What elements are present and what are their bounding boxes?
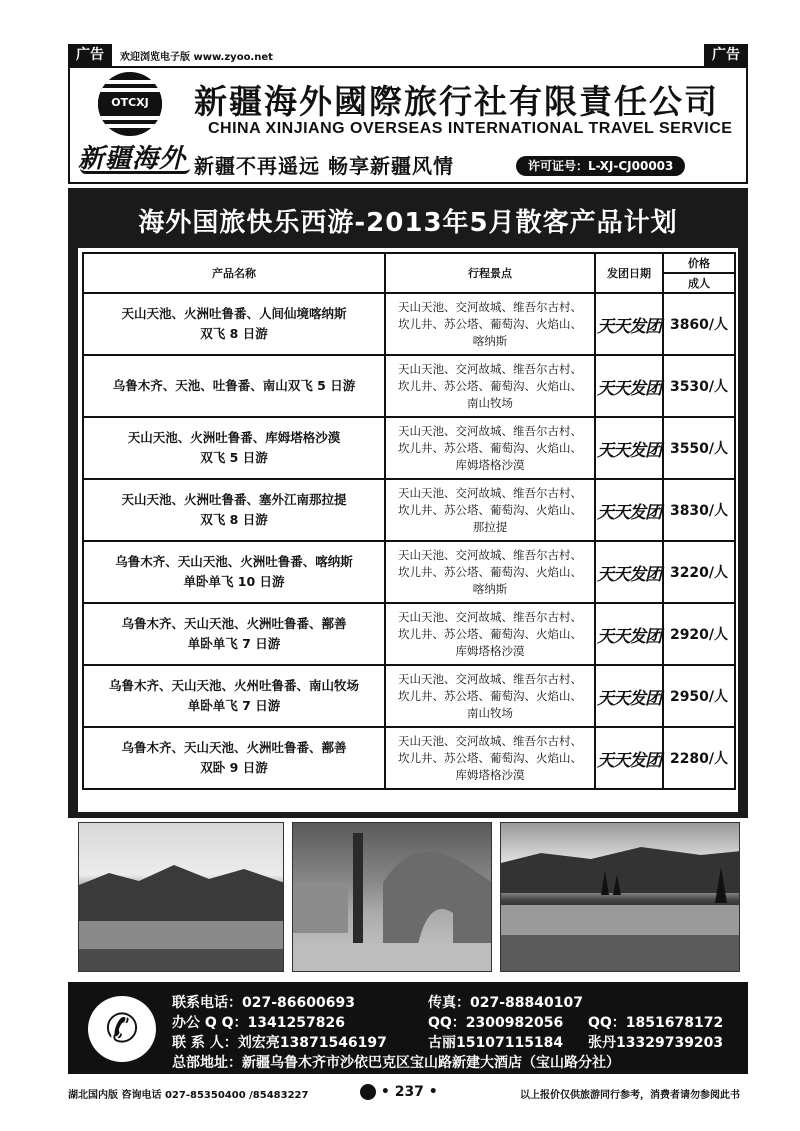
ad-tag-left: 广告: [68, 44, 112, 66]
itinerary-line: 南山牧场: [467, 705, 513, 720]
photo-stone-arch: [292, 822, 492, 972]
itinerary-line: 喀纳斯: [472, 581, 508, 596]
departure-date: 天天发团: [595, 479, 663, 541]
itinerary-sights: [385, 665, 595, 727]
departure-date: 天天发团: [595, 727, 663, 789]
photo-lake-trees: [500, 822, 740, 972]
product-name-line: 乌鲁木齐、天山天池、火洲吐鲁番、喀纳斯: [115, 554, 353, 569]
contact-qq-3: QQ：1851678172: [588, 1015, 724, 1031]
itinerary-line: 天山天池、交河故城、维吾尔古村、: [398, 547, 582, 562]
adult-price: 2920/人: [663, 603, 735, 665]
adult-price: 3220/人: [663, 541, 735, 603]
itinerary-line: 坎儿井、苏公塔、葡萄沟、火焰山、: [398, 316, 582, 331]
product-name-line: 乌鲁木齐、天池、吐鲁番、南山双飞 5 日游: [112, 378, 356, 393]
contact-fax: 传真：027-88840107: [428, 995, 583, 1011]
product-name: [83, 355, 385, 417]
product-name-line: 天山天池、火洲吐鲁番、库姆塔格沙漠: [127, 430, 341, 445]
license-badge: 许可证号：L-XJ-CJ00003: [516, 156, 685, 176]
product-name-line: 双卧 9 日游: [200, 760, 268, 775]
table-row: [83, 665, 735, 727]
table-row: [83, 293, 735, 355]
product-name-line: 单卧单飞 10 日游: [183, 574, 285, 589]
departure-date: 天天发团: [595, 293, 663, 355]
itinerary-line: 坎儿井、苏公塔、葡萄沟、火焰山、: [398, 378, 582, 393]
product-name-line: 天山天池、火洲吐鲁番、人间仙境喀纳斯: [121, 306, 347, 321]
itinerary-line: 坎儿井、苏公塔、葡萄沟、火焰山、: [398, 750, 582, 765]
footer-left: 湖北国内版 咨询电话 027-85350400 /85483227: [68, 1090, 309, 1101]
adult-price: 2280/人: [663, 727, 735, 789]
footer-page: [360, 1084, 438, 1100]
welcome-text: 欢迎浏览电子版 www.zyoo.net: [120, 52, 273, 63]
itinerary-sights: [385, 417, 595, 479]
product-name-line: 乌鲁木齐、天山天池、火洲吐鲁番、鄯善: [121, 616, 347, 631]
itinerary-line: 天山天池、交河故城、维吾尔古村、: [398, 299, 582, 314]
itinerary-line: 天山天池、交河故城、维吾尔古村、: [398, 733, 582, 748]
itinerary-line: 坎儿井、苏公塔、葡萄沟、火焰山、: [398, 626, 582, 641]
itinerary-line: 坎儿井、苏公塔、葡萄沟、火焰山、: [398, 440, 582, 455]
product-table-wrap: [78, 248, 738, 812]
itinerary-line: 天山天池、交河故城、维吾尔古村、: [398, 361, 582, 376]
product-name: [83, 727, 385, 789]
photo-mountain-lake: [78, 822, 284, 972]
itinerary-sights: [385, 479, 595, 541]
panel-title: 海外国旅快乐西游-2013年5月散客产品计划: [138, 208, 678, 238]
product-name: [83, 665, 385, 727]
photo-strip: [78, 822, 740, 972]
page-number: • 237 •: [380, 1084, 438, 1100]
header-name: 产品名称: [83, 253, 385, 293]
company-name-cn: 新疆海外國際旅行社有限責任公司: [194, 82, 719, 121]
table-row: [83, 541, 735, 603]
product-table: [82, 252, 736, 790]
contact-phone: 联系电话：027-86600693: [172, 995, 355, 1011]
logo-script: 新疆海外: [78, 144, 187, 174]
product-name-line: 双飞 8 日游: [200, 512, 268, 527]
itinerary-line: 天山天池、交河故城、维吾尔古村、: [398, 609, 582, 624]
ad-tag-right: 广告: [704, 44, 748, 66]
departure-date: 天天发团: [595, 603, 663, 665]
page-badge-icon: [360, 1084, 376, 1100]
itinerary-line: 库姆塔格沙漠: [455, 457, 525, 472]
itinerary-line: 天山天池、交河故城、维吾尔古村、: [398, 671, 582, 686]
product-name-line: 双飞 8 日游: [200, 326, 268, 341]
product-name-line: 单卧单飞 7 日游: [187, 636, 281, 651]
product-name: [83, 293, 385, 355]
product-name-line: 乌鲁木齐、天山天池、火州吐鲁番、南山牧场: [108, 678, 359, 693]
adult-price: 3530/人: [663, 355, 735, 417]
product-name-line: 天山天池、火洲吐鲁番、塞外江南那拉提: [121, 492, 347, 507]
slogan: 新疆不再遥远 畅享新疆风情: [194, 154, 454, 178]
contact-person-1: 联 系 人：刘宏亮13871546197: [172, 1035, 387, 1051]
itinerary-line: 那拉提: [472, 519, 508, 534]
table-row: [83, 417, 735, 479]
itinerary-line: 坎儿井、苏公塔、葡萄沟、火焰山、: [398, 502, 582, 517]
adult-price: 3830/人: [663, 479, 735, 541]
product-name-line: 乌鲁木齐、天山天池、火洲吐鲁番、鄯善: [121, 740, 347, 755]
adult-price: 2950/人: [663, 665, 735, 727]
header-departure: 发团日期: [595, 253, 663, 293]
contact-qq-1: 办公 Q Q：1341257826: [172, 1015, 345, 1031]
itinerary-sights: [385, 603, 595, 665]
product-panel: [68, 188, 748, 818]
itinerary-sights: [385, 355, 595, 417]
itinerary-line: 坎儿井、苏公塔、葡萄沟、火焰山、: [398, 564, 582, 579]
header-price: 价格: [663, 253, 735, 273]
adult-price: 3550/人: [663, 417, 735, 479]
departure-date: 天天发团: [595, 541, 663, 603]
itinerary-line: 库姆塔格沙漠: [455, 767, 525, 782]
product-name: [83, 479, 385, 541]
itinerary-line: 坎儿井、苏公塔、葡萄沟、火焰山、: [398, 688, 582, 703]
product-name: [83, 417, 385, 479]
header-sights: 行程景点: [385, 253, 595, 293]
company-header: [68, 66, 748, 184]
itinerary-line: 南山牧场: [467, 395, 513, 410]
itinerary-line: 喀纳斯: [472, 333, 508, 348]
departure-date: 天天发团: [595, 665, 663, 727]
itinerary-line: 库姆塔格沙漠: [455, 643, 525, 658]
departure-date: 天天发团: [595, 355, 663, 417]
header-adult: 成人: [663, 273, 735, 293]
itinerary-sights: [385, 727, 595, 789]
contact-person-3: 张丹13329739203: [588, 1035, 724, 1051]
itinerary-line: 天山天池、交河故城、维吾尔古村、: [398, 423, 582, 438]
logo-swoosh: [80, 168, 190, 174]
contact-person-2: 古丽15107115184: [428, 1035, 564, 1051]
itinerary-line: 天山天池、交河故城、维吾尔古村、: [398, 485, 582, 500]
table-row: [83, 355, 735, 417]
contact-block: [68, 982, 748, 1074]
contact-address: 总部地址：新疆乌鲁木齐市沙依巴克区宝山路新建大酒店（宝山路分社）: [172, 1055, 620, 1071]
product-name: [83, 603, 385, 665]
table-row: [83, 603, 735, 665]
itinerary-sights: [385, 293, 595, 355]
company-name-en: CHINA XINJIANG OVERSEAS INTERNATIONAL TRAVEL SERVICE: [208, 120, 733, 137]
company-logo-icon: [98, 72, 162, 136]
footer-right: 以上报价仅供旅游同行参考，消费者请勿参阅此书: [520, 1090, 740, 1101]
product-name-line: 单卧单飞 7 日游: [187, 698, 281, 713]
logo-text: OTCXJ: [98, 94, 162, 112]
phone-icon: ✆: [88, 996, 156, 1062]
product-name: [83, 541, 385, 603]
product-name-line: 双飞 5 日游: [200, 450, 268, 465]
contact-qq-2: QQ：2300982056: [428, 1015, 564, 1031]
table-row: [83, 479, 735, 541]
departure-date: 天天发团: [595, 417, 663, 479]
adult-price: 3860/人: [663, 293, 735, 355]
table-row: [83, 727, 735, 789]
itinerary-sights: [385, 541, 595, 603]
